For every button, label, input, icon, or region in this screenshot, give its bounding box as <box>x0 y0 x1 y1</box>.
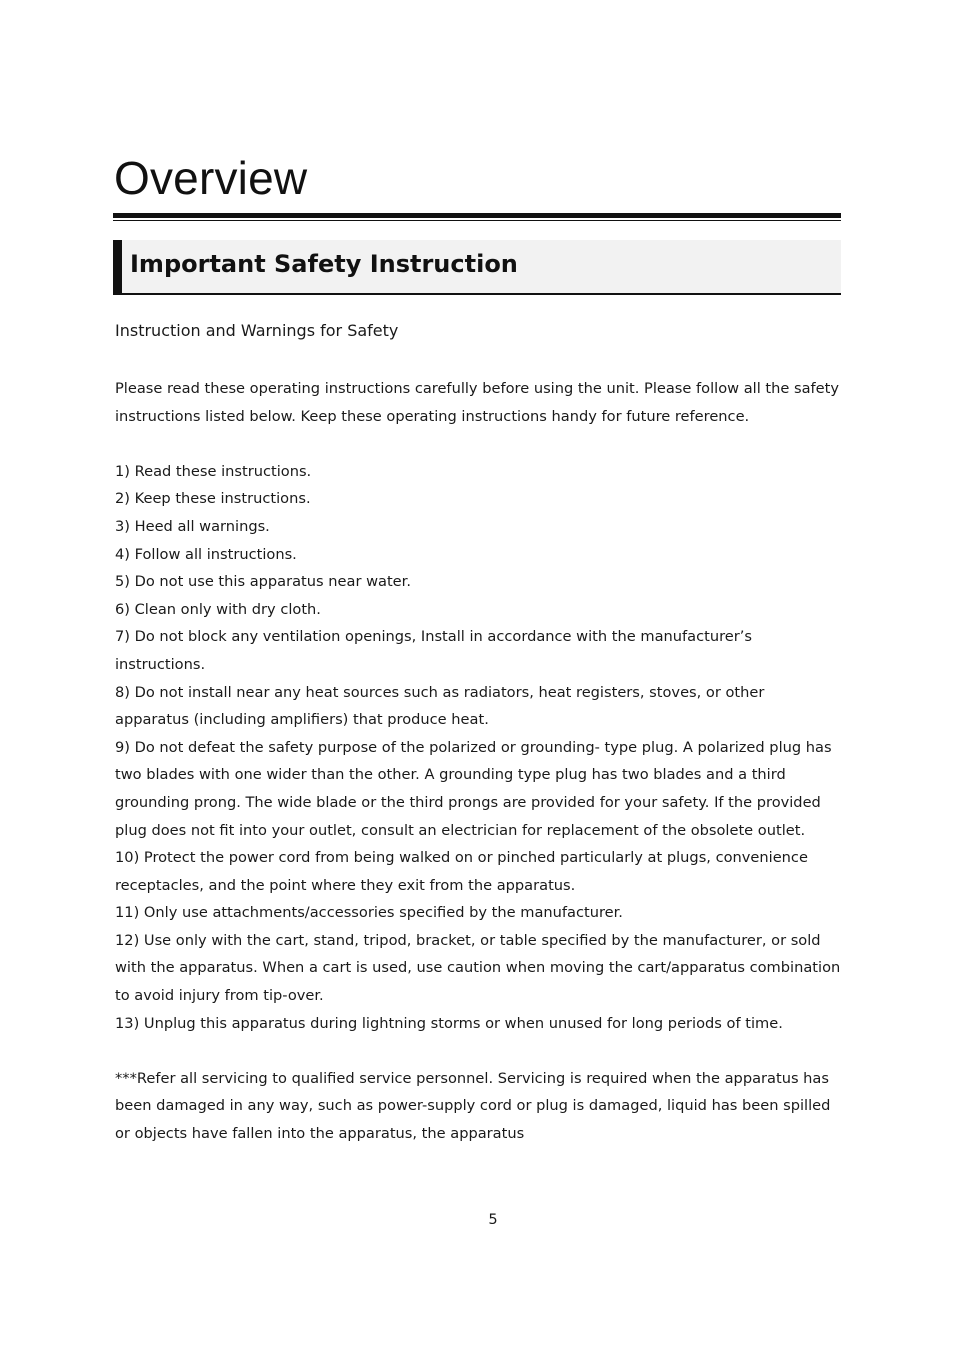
list-item: 8) Do not install near any heat sources such as radiators, heat registers, stoves, or other apparatus (including amplifiers) that produce heat. <box>115 683 765 729</box>
list-item: 9) Do not defeat the safety purpose of the polarized or grounding- type plug. A polarized plug has two blades with one wider than the other. A grounding type plug has two blades and a third grounding prong. The wide blade or the third prongs are provided for your safety. If the provided plug does not fit into your outlet, consult an electrician for replacement of the obsolete outlet. <box>115 738 832 839</box>
section-banner <box>113 240 841 295</box>
list-item: 10) Protect the power cord from being walked on or pinched particularly at plugs, convenience receptacles, and the point where they exit from the apparatus. <box>115 849 808 894</box>
list-item: 13) Unplug this apparatus during lightning storms or when unused for long periods of time. <box>115 1014 783 1032</box>
list-item: 1) Read these instructions. <box>115 462 312 480</box>
list-item: 3) Heed all warnings. <box>115 517 270 535</box>
subheading: Instruction and Warnings for Safety <box>115 321 399 340</box>
page-number: 5 <box>488 1211 498 1228</box>
section-title: Important Safety Instruction <box>130 250 518 278</box>
list-item: 5) Do not use this apparatus near water. <box>115 573 411 591</box>
instructions-body <box>115 375 841 1148</box>
list-item: 12) Use only with the cart, stand, tripod, bracket, or table specified by the manufacturer, or sold with the apparatus. When a cart is used, use caution when moving the cart/apparatus combination to avoid injury from tip-over. <box>115 931 841 1005</box>
title-rule-thick <box>113 213 841 218</box>
service-note: ***Refer all servicing to qualified service personnel. Servicing is required when the apparatus has been damaged in any way, such as power-supply cord or plug is damaged, liquid has been spilled or objects have fallen into the apparatus, the apparatus <box>115 1069 831 1143</box>
list-item: 4) Follow all instructions. <box>115 545 297 563</box>
intro-paragraph: Please read these operating instructions carefully before using the unit. Please follow all the safety instructions listed below. Keep these operating instructions handy for future reference. <box>115 380 839 425</box>
list-item: 2) Keep these instructions. <box>115 490 311 508</box>
list-item: 7) Do not block any ventilation openings, Install in accordance with the manufacturer’s instructions. <box>115 628 752 673</box>
list-item: 11) Only use attachments/accessories specified by the manufacturer. <box>115 904 623 922</box>
page-title: Overview <box>114 152 308 204</box>
title-rule-thin <box>113 220 841 221</box>
list-item: 6) Clean only with dry cloth. <box>115 600 321 618</box>
